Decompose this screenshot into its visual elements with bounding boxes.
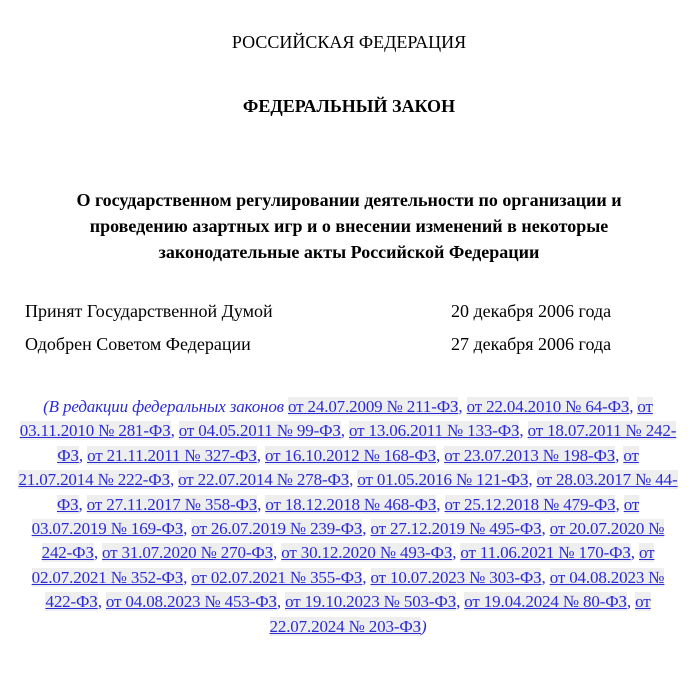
edition-separator: ,	[257, 494, 266, 514]
edition-separator: ,	[615, 494, 624, 514]
edition-link[interactable]: от 18.07.2011 № 242-ФЗ	[57, 421, 677, 465]
edition-separator: ,	[169, 470, 179, 490]
editions-list	[18, 395, 678, 639]
edition-link[interactable]: от 11.06.2021 № 170-ФЗ	[460, 543, 631, 563]
edition-separator: ,	[170, 421, 179, 441]
edition-separator: ,	[519, 421, 528, 441]
edition-separator: ,	[458, 397, 467, 416]
edition-link[interactable]: от 26.07.2019 № 239-ФЗ	[191, 519, 363, 539]
edition-separator: ,	[183, 567, 192, 587]
duma-date: 20 декабря 2006 года	[451, 301, 612, 321]
edition-separator: ,	[78, 445, 88, 465]
edition-link[interactable]: от 04.08.2023 № 422-ФЗ	[45, 567, 665, 612]
adoption-duma-row	[25, 301, 685, 325]
editions-closing: )	[420, 616, 427, 636]
edition-separator: ,	[452, 543, 461, 563]
edition-separator: ,	[97, 592, 106, 612]
edition-link[interactable]: от 02.07.2021 № 355-ФЗ	[191, 567, 363, 587]
edition-link[interactable]: от 27.12.2019 № 495-ФЗ	[370, 519, 542, 539]
edition-separator: ,	[183, 519, 192, 539]
edition-link[interactable]: от 01.05.2016 № 121-ФЗ	[357, 470, 529, 490]
edition-separator: ,	[626, 592, 636, 612]
country-heading: РОССИЙСКАЯ ФЕДЕРАЦИЯ	[231, 32, 467, 52]
edition-link[interactable]: от 21.11.2011 № 327-ФЗ	[87, 445, 257, 465]
edition-link[interactable]: от 30.12.2020 № 493-ФЗ	[281, 543, 453, 563]
edition-link[interactable]: от 03.07.2019 № 169-ФЗ	[31, 494, 640, 539]
edition-separator: ,	[362, 519, 371, 539]
edition-separator: ,	[541, 519, 550, 539]
council-label: Одобрен Советом Федерации	[25, 334, 251, 354]
edition-separator: ,	[349, 470, 358, 490]
edition-link[interactable]: от 16.10.2012 № 168-ФЗ	[265, 445, 436, 465]
edition-separator: ,	[541, 567, 550, 587]
edition-link[interactable]: от 13.06.2011 № 133-ФЗ	[349, 421, 520, 441]
adoption-council-row	[25, 334, 685, 358]
edition-separator: ,	[276, 592, 286, 612]
edition-link[interactable]: от 04.08.2023 № 453-ФЗ	[105, 592, 277, 612]
edition-link[interactable]: от 22.07.2014 № 278-ФЗ	[178, 470, 350, 490]
edition-separator: ,	[273, 543, 282, 563]
edition-link[interactable]: от 27.11.2017 № 358-ФЗ	[86, 494, 258, 514]
edition-separator: ,	[362, 567, 371, 587]
edition-link[interactable]: от 18.12.2018 № 468-ФЗ	[265, 494, 437, 514]
edition-separator: ,	[436, 494, 445, 514]
edition-separator: ,	[629, 397, 638, 416]
edition-separator: ,	[340, 421, 349, 441]
edition-link[interactable]: от 28.03.2017 № 44-ФЗ	[56, 470, 678, 514]
editions-links	[18, 397, 677, 636]
edition-separator: ,	[630, 543, 639, 563]
council-date: 27 декабря 2006 года	[451, 334, 612, 354]
edition-separator: ,	[93, 543, 103, 563]
edition-link[interactable]: от 03.11.2010 № 281-ФЗ	[19, 397, 653, 441]
edition-separator: ,	[435, 445, 445, 465]
law-title	[20, 187, 678, 265]
edition-link[interactable]: от 23.07.2013 № 198-ФЗ	[444, 445, 616, 465]
edition-link[interactable]: от 19.10.2023 № 503-ФЗ	[285, 592, 457, 612]
edition-link[interactable]: от 10.07.2023 № 303-ФЗ	[370, 567, 542, 587]
edition-link[interactable]: от 31.07.2020 № 270-ФЗ	[102, 543, 274, 563]
edition-link[interactable]: от 02.07.2021 № 352-ФЗ	[31, 543, 655, 587]
edition-link[interactable]: от 04.05.2011 № 99-ФЗ	[178, 421, 341, 441]
edition-link[interactable]: от 22.07.2024 № 203-ФЗ	[269, 592, 651, 636]
law-type-heading: ФЕДЕРАЛЬНЫЙ ЗАКОН	[242, 96, 456, 116]
edition-link[interactable]: от 20.07.2020 № 242-ФЗ	[41, 519, 665, 563]
edition-separator: ,	[456, 592, 465, 612]
edition-link[interactable]: от 25.12.2018 № 479-ФЗ	[444, 494, 616, 514]
edition-separator: ,	[78, 494, 87, 514]
edition-separator: ,	[615, 445, 624, 465]
law-title-line-1: О государственном регулировании деятельности по организации и	[76, 190, 622, 210]
edition-separator: ,	[256, 445, 265, 465]
duma-label: Принят Государственной Думой	[25, 301, 273, 321]
edition-link[interactable]: от 21.07.2014 № 222-ФЗ	[18, 445, 639, 490]
edition-link[interactable]: от 19.04.2024 № 80-ФЗ	[464, 592, 627, 612]
edition-link[interactable]: от 22.04.2010 № 64-ФЗ	[466, 397, 630, 416]
law-title-line-3: законодательные акты Российской Федерации	[158, 242, 540, 262]
editions-lead-text: (В редакции федеральных законов	[43, 397, 289, 416]
edition-link[interactable]: от 24.07.2009 № 211-ФЗ	[288, 397, 459, 416]
edition-separator: ,	[528, 470, 537, 490]
law-title-line-2: проведению азартных игр и о внесении изменений в некоторые	[89, 216, 609, 236]
